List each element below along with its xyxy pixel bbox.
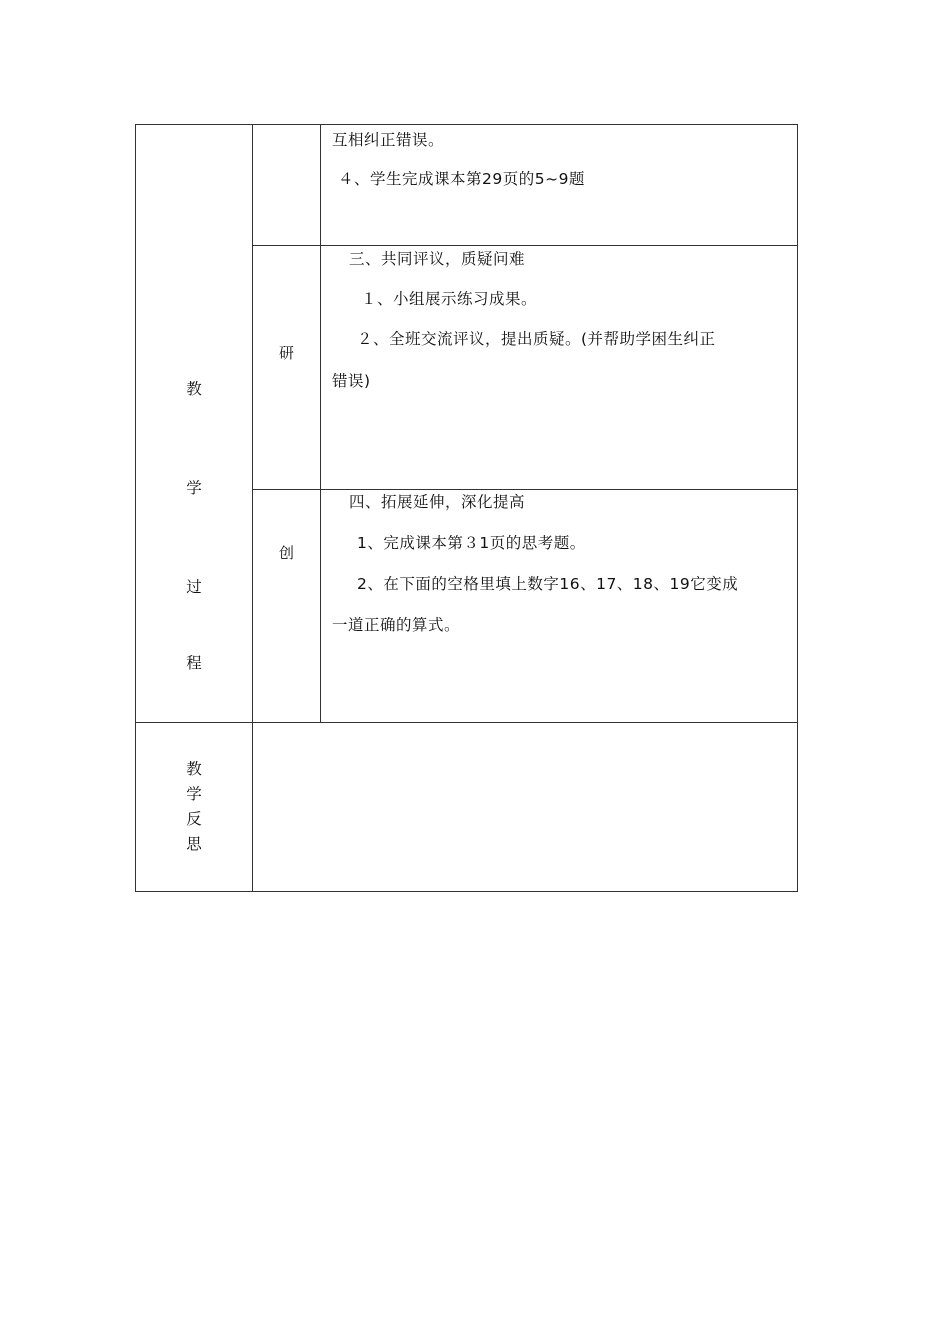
table-row	[136, 723, 798, 892]
phase-content-cell	[321, 490, 798, 723]
reflection-label-char: 教	[186, 760, 202, 778]
content-line: 互相纠正错误。	[332, 131, 445, 149]
process-label-char: 学	[186, 479, 202, 497]
phase-content-cell	[321, 246, 798, 490]
content-line: １、小组展示练习成果。	[361, 290, 538, 308]
process-label-char: 过	[186, 578, 202, 596]
process-label-char: 教	[186, 380, 202, 398]
teaching-reflection-content-cell	[253, 723, 798, 892]
reflection-label-char: 学	[186, 785, 202, 803]
content-line: 一道正确的算式。	[332, 616, 461, 634]
phase-label-chuang: 创	[253, 490, 321, 723]
teaching-process-label-cell	[136, 125, 253, 723]
phase-content-cell	[321, 125, 798, 246]
content-line: 三、共同评议，质疑问难	[349, 250, 526, 268]
content-line: 2、在下面的空格里填上数字16、17、18、19它变成	[357, 575, 739, 593]
reflection-label-char: 思	[186, 835, 202, 853]
content-line: 四、拓展延伸，深化提高	[349, 493, 526, 511]
content-line: ４、学生完成课本第29页的5~9题	[338, 170, 585, 188]
phase-cell-empty	[253, 125, 321, 246]
process-label-char: 程	[186, 654, 202, 672]
content-line: 1、完成课本第３1页的思考题。	[357, 534, 586, 552]
phase-label-yan: 研	[253, 246, 321, 490]
reflection-label-char: 反	[186, 810, 202, 828]
lesson-plan-table	[135, 124, 798, 892]
content-line: ２、全班交流评议，提出质疑。(并帮助学困生纠正	[357, 330, 716, 348]
table-row	[136, 125, 798, 246]
content-line: 错误)	[332, 372, 371, 390]
teaching-reflection-label-cell	[136, 723, 253, 892]
